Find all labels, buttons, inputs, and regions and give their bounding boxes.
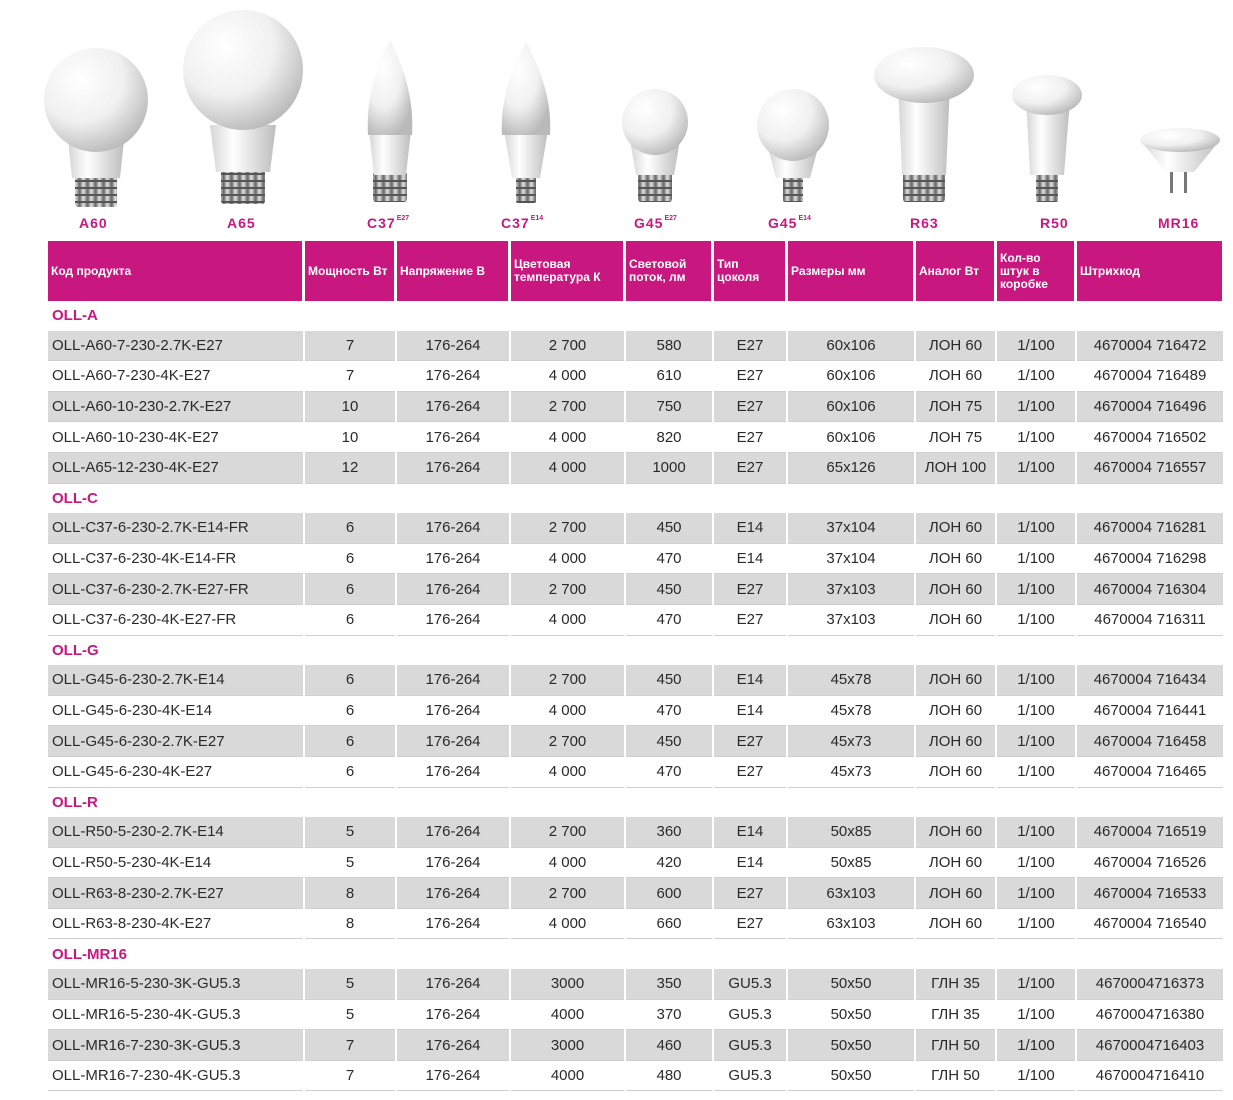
cell-dimensions: 37x103: [788, 605, 914, 636]
g45-e27-bulb-icon: [622, 89, 688, 202]
cell-base-type: E27: [714, 605, 786, 636]
table-row: [48, 969, 1223, 1000]
cell-barcode: 4670004 716304: [1077, 574, 1223, 605]
cell-product-code: OLL-R50-5-230-4K-E14: [48, 848, 303, 879]
cell-analog: ЛОН 60: [916, 665, 995, 696]
cell-power: 7: [305, 331, 395, 362]
header-barcode: Штрихкод: [1077, 241, 1223, 301]
cell-analog: ГЛН 35: [916, 969, 995, 1000]
cell-voltage: 176-264: [397, 969, 509, 1000]
cell-analog: ЛОН 75: [916, 392, 995, 423]
cell-product-code: OLL-MR16-7-230-4K-GU5.3: [48, 1061, 303, 1092]
header-power: Мощность Вт: [305, 241, 395, 301]
cell-power: 8: [305, 878, 395, 909]
cell-product-code: OLL-A60-10-230-2.7K-E27: [48, 392, 303, 423]
cell-analog: ЛОН 60: [916, 605, 995, 636]
g45-e14-bulb-icon: [757, 89, 829, 202]
table-row: [48, 848, 1223, 879]
cell-luminous-flux: 450: [626, 665, 712, 696]
cell-luminous-flux: 750: [626, 392, 712, 423]
cell-power: 12: [305, 453, 395, 484]
cell-barcode: 4670004 716472: [1077, 331, 1223, 362]
table-row: [48, 1061, 1223, 1092]
table-row: [48, 392, 1223, 423]
header-box-quantity: Кол-во штук в коробке: [997, 241, 1075, 301]
cell-voltage: 176-264: [397, 453, 509, 484]
cell-luminous-flux: 370: [626, 1000, 712, 1031]
cell-power: 5: [305, 1000, 395, 1031]
section-title: OLL-MR16: [52, 945, 127, 963]
cell-product-code: OLL-G45-6-230-2.7K-E27: [48, 726, 303, 757]
cell-dimensions: 60x106: [788, 331, 914, 362]
cell-luminous-flux: 600: [626, 878, 712, 909]
c37-e14-bulb-icon: [502, 42, 551, 203]
cell-box-quantity: 1/100: [997, 361, 1075, 392]
cell-box-quantity: 1/100: [997, 665, 1075, 696]
cell-color-temperature: 2 700: [511, 665, 624, 696]
cell-barcode: 4670004 716465: [1077, 757, 1223, 788]
header-luminous-flux: Световой поток, лм: [626, 241, 712, 301]
cell-box-quantity: 1/100: [997, 331, 1075, 362]
cell-base-type: E27: [714, 757, 786, 788]
cell-product-code: OLL-C37-6-230-2.7K-E27-FR: [48, 574, 303, 605]
cell-power: 8: [305, 909, 395, 940]
cell-analog: ЛОН 60: [916, 331, 995, 362]
cell-dimensions: 65x126: [788, 453, 914, 484]
cell-barcode: 4670004 716434: [1077, 665, 1223, 696]
cell-luminous-flux: 450: [626, 574, 712, 605]
bulb-label-g45-e27: $G45^{E27}$: [634, 215, 677, 231]
cell-product-code: OLL-A65-12-230-4K-E27: [48, 453, 303, 484]
cell-barcode: 4670004 716533: [1077, 878, 1223, 909]
cell-dimensions: 50x50: [788, 1030, 914, 1061]
table-row: [48, 817, 1223, 848]
cell-box-quantity: 1/100: [997, 848, 1075, 879]
bulb-label-c37-e27: $C37^{E27}$: [367, 215, 410, 231]
cell-dimensions: 37x104: [788, 513, 914, 544]
header-analog: Аналог Вт: [916, 241, 995, 301]
cell-box-quantity: 1/100: [997, 544, 1075, 575]
cell-barcode: 4670004 716519: [1077, 817, 1223, 848]
section-header-row: [48, 301, 1223, 331]
cell-voltage: 176-264: [397, 422, 509, 453]
cell-color-temperature: 4 000: [511, 422, 624, 453]
cell-analog: ЛОН 60: [916, 848, 995, 879]
cell-base-type: E27: [714, 909, 786, 940]
cell-power: 6: [305, 605, 395, 636]
header-product-code: Код продукта: [48, 241, 303, 301]
cell-dimensions: 45x78: [788, 665, 914, 696]
header-voltage: Напряжение В: [397, 241, 509, 301]
cell-luminous-flux: 470: [626, 696, 712, 727]
cell-box-quantity: 1/100: [997, 513, 1075, 544]
cell-barcode: 4670004 716298: [1077, 544, 1223, 575]
cell-base-type: E27: [714, 453, 786, 484]
cell-color-temperature: 2 700: [511, 574, 624, 605]
cell-analog: ЛОН 60: [916, 696, 995, 727]
cell-color-temperature: 2 700: [511, 331, 624, 362]
cell-color-temperature: 4000: [511, 1061, 624, 1092]
cell-base-type: E27: [714, 422, 786, 453]
table-row: [48, 544, 1223, 575]
cell-barcode: 4670004716403: [1077, 1030, 1223, 1061]
table-row: [48, 696, 1223, 727]
table-row: [48, 361, 1223, 392]
cell-product-code: OLL-A60-10-230-4K-E27: [48, 422, 303, 453]
cell-analog: ЛОН 60: [916, 909, 995, 940]
cell-voltage: 176-264: [397, 848, 509, 879]
table-row: [48, 878, 1223, 909]
cell-analog: ГЛН 50: [916, 1061, 995, 1092]
cell-power: 5: [305, 969, 395, 1000]
table-row: [48, 1030, 1223, 1061]
cell-luminous-flux: 580: [626, 331, 712, 362]
cell-power: 6: [305, 726, 395, 757]
cell-product-code: OLL-C37-6-230-2.7K-E14-FR: [48, 513, 303, 544]
header-color-temperature: Цветовая температура К: [511, 241, 624, 301]
cell-box-quantity: 1/100: [997, 392, 1075, 423]
cell-product-code: OLL-R63-8-230-2.7K-E27: [48, 878, 303, 909]
a60-bulb-icon: [44, 48, 148, 207]
cell-box-quantity: 1/100: [997, 453, 1075, 484]
cell-voltage: 176-264: [397, 909, 509, 940]
cell-luminous-flux: 610: [626, 361, 712, 392]
cell-luminous-flux: 470: [626, 544, 712, 575]
bulb-label-g45-e14: $G45^{E14}$: [768, 215, 811, 231]
cell-power: 5: [305, 817, 395, 848]
cell-luminous-flux: 460: [626, 1030, 712, 1061]
cell-box-quantity: 1/100: [997, 1061, 1075, 1092]
cell-luminous-flux: 450: [626, 726, 712, 757]
cell-dimensions: 63x103: [788, 909, 914, 940]
cell-color-temperature: 4 000: [511, 757, 624, 788]
cell-product-code: OLL-C37-6-230-4K-E27-FR: [48, 605, 303, 636]
cell-luminous-flux: 350: [626, 969, 712, 1000]
cell-barcode: 4670004 716281: [1077, 513, 1223, 544]
bulb-label-r50: R50: [1040, 215, 1069, 231]
cell-color-temperature: 4 000: [511, 848, 624, 879]
cell-voltage: 176-264: [397, 878, 509, 909]
cell-base-type: E27: [714, 574, 786, 605]
cell-analog: ЛОН 60: [916, 817, 995, 848]
cell-dimensions: 45x78: [788, 696, 914, 727]
cell-color-temperature: 4000: [511, 1000, 624, 1031]
cell-analog: ЛОН 60: [916, 513, 995, 544]
r63-bulb-icon: [874, 47, 974, 202]
bulb-label-a65: A65: [227, 215, 256, 231]
cell-power: 7: [305, 1030, 395, 1061]
cell-box-quantity: 1/100: [997, 696, 1075, 727]
cell-dimensions: 50x50: [788, 1061, 914, 1092]
cell-luminous-flux: 360: [626, 817, 712, 848]
cell-base-type: E27: [714, 361, 786, 392]
section-title: OLL-A: [52, 307, 98, 325]
bulb-label-a60: A60: [79, 215, 108, 231]
cell-barcode: 4670004716380: [1077, 1000, 1223, 1031]
header-dimensions: Размеры мм: [788, 241, 914, 301]
cell-barcode: 4670004 716311: [1077, 605, 1223, 636]
cell-voltage: 176-264: [397, 392, 509, 423]
cell-dimensions: 50x50: [788, 1000, 914, 1031]
cell-luminous-flux: 420: [626, 848, 712, 879]
cell-color-temperature: 4 000: [511, 361, 624, 392]
cell-dimensions: 63x103: [788, 878, 914, 909]
cell-base-type: E27: [714, 392, 786, 423]
cell-voltage: 176-264: [397, 1030, 509, 1061]
cell-voltage: 176-264: [397, 696, 509, 727]
cell-color-temperature: 3000: [511, 1030, 624, 1061]
cell-luminous-flux: 1000: [626, 453, 712, 484]
cell-analog: ГЛН 50: [916, 1030, 995, 1061]
cell-box-quantity: 1/100: [997, 422, 1075, 453]
cell-voltage: 176-264: [397, 665, 509, 696]
cell-color-temperature: 4 000: [511, 696, 624, 727]
cell-box-quantity: 1/100: [997, 909, 1075, 940]
cell-analog: ЛОН 60: [916, 878, 995, 909]
section-title: OLL-C: [52, 489, 98, 507]
cell-dimensions: 50x50: [788, 969, 914, 1000]
cell-voltage: 176-264: [397, 544, 509, 575]
cell-dimensions: 50x85: [788, 848, 914, 879]
a65-bulb-icon: [183, 10, 303, 204]
cell-base-type: GU5.3: [714, 1000, 786, 1031]
cell-voltage: 176-264: [397, 1061, 509, 1092]
cell-barcode: 4670004 716557: [1077, 453, 1223, 484]
cell-voltage: 176-264: [397, 726, 509, 757]
cell-power: 7: [305, 1061, 395, 1092]
cell-voltage: 176-264: [397, 331, 509, 362]
cell-box-quantity: 1/100: [997, 726, 1075, 757]
cell-analog: ГЛН 35: [916, 1000, 995, 1031]
cell-base-type: GU5.3: [714, 1030, 786, 1061]
cell-box-quantity: 1/100: [997, 1000, 1075, 1031]
product-spec-table: [46, 241, 1225, 1091]
table-row: [48, 757, 1223, 788]
cell-power: 10: [305, 422, 395, 453]
cell-base-type: E14: [714, 665, 786, 696]
section-title: OLL-G: [52, 641, 99, 659]
cell-luminous-flux: 480: [626, 1061, 712, 1092]
cell-color-temperature: 4 000: [511, 544, 624, 575]
cell-power: 10: [305, 392, 395, 423]
cell-luminous-flux: 820: [626, 422, 712, 453]
cell-analog: ЛОН 100: [916, 453, 995, 484]
table-header-row: [48, 241, 1223, 301]
cell-barcode: 4670004716373: [1077, 969, 1223, 1000]
cell-barcode: 4670004 716489: [1077, 361, 1223, 392]
r50-bulb-icon: [1012, 75, 1082, 202]
cell-box-quantity: 1/100: [997, 757, 1075, 788]
cell-product-code: OLL-MR16-7-230-3K-GU5.3: [48, 1030, 303, 1061]
cell-power: 6: [305, 544, 395, 575]
cell-box-quantity: 1/100: [997, 817, 1075, 848]
cell-product-code: OLL-MR16-5-230-3K-GU5.3: [48, 969, 303, 1000]
cell-power: 6: [305, 513, 395, 544]
cell-barcode: 4670004 716526: [1077, 848, 1223, 879]
cell-luminous-flux: 450: [626, 513, 712, 544]
cell-barcode: 4670004 716540: [1077, 909, 1223, 940]
table-row: [48, 453, 1223, 484]
cell-product-code: OLL-R50-5-230-2.7K-E14: [48, 817, 303, 848]
cell-base-type: E27: [714, 878, 786, 909]
section-header-row: [48, 636, 1223, 666]
cell-base-type: E27: [714, 331, 786, 362]
cell-voltage: 176-264: [397, 757, 509, 788]
cell-power: 6: [305, 696, 395, 727]
bulb-label-r63: R63: [910, 215, 939, 231]
table-row: [48, 605, 1223, 636]
cell-barcode: 4670004 716496: [1077, 392, 1223, 423]
cell-dimensions: 45x73: [788, 726, 914, 757]
cell-power: 7: [305, 361, 395, 392]
section-title: OLL-R: [52, 793, 98, 811]
cell-color-temperature: 2 700: [511, 513, 624, 544]
section-header-row: [48, 484, 1223, 514]
cell-barcode: 4670004 716441: [1077, 696, 1223, 727]
cell-color-temperature: 4 000: [511, 909, 624, 940]
cell-dimensions: 60x106: [788, 361, 914, 392]
cell-luminous-flux: 660: [626, 909, 712, 940]
bulb-label-mr16: MR16: [1158, 215, 1200, 231]
cell-analog: ЛОН 60: [916, 544, 995, 575]
cell-analog: ЛОН 60: [916, 574, 995, 605]
cell-product-code: OLL-MR16-5-230-4K-GU5.3: [48, 1000, 303, 1031]
cell-analog: ЛОН 60: [916, 757, 995, 788]
cell-barcode: 4670004 716458: [1077, 726, 1223, 757]
cell-base-type: E14: [714, 513, 786, 544]
cell-product-code: OLL-R63-8-230-4K-E27: [48, 909, 303, 940]
bulb-illustrations: [0, 0, 1233, 215]
cell-base-type: E14: [714, 696, 786, 727]
cell-base-type: GU5.3: [714, 969, 786, 1000]
cell-power: 6: [305, 574, 395, 605]
cell-voltage: 176-264: [397, 1000, 509, 1031]
cell-color-temperature: 2 700: [511, 878, 624, 909]
cell-barcode: 4670004 716502: [1077, 422, 1223, 453]
table-row: [48, 909, 1223, 940]
cell-base-type: GU5.3: [714, 1061, 786, 1092]
cell-base-type: E14: [714, 848, 786, 879]
cell-dimensions: 60x106: [788, 392, 914, 423]
cell-dimensions: 60x106: [788, 422, 914, 453]
cell-product-code: OLL-G45-6-230-4K-E14: [48, 696, 303, 727]
cell-analog: ЛОН 75: [916, 422, 995, 453]
cell-voltage: 176-264: [397, 574, 509, 605]
bulb-label-c37-e14: $C37^{E14}$: [501, 215, 544, 231]
cell-power: 6: [305, 757, 395, 788]
cell-power: 5: [305, 848, 395, 879]
cell-product-code: OLL-C37-6-230-4K-E14-FR: [48, 544, 303, 575]
cell-voltage: 176-264: [397, 817, 509, 848]
cell-base-type: E14: [714, 544, 786, 575]
cell-luminous-flux: 470: [626, 757, 712, 788]
cell-dimensions: 37x104: [788, 544, 914, 575]
cell-box-quantity: 1/100: [997, 574, 1075, 605]
table-body: [48, 301, 1223, 1091]
cell-voltage: 176-264: [397, 605, 509, 636]
cell-product-code: OLL-G45-6-230-2.7K-E14: [48, 665, 303, 696]
cell-analog: ЛОН 60: [916, 361, 995, 392]
table-row: [48, 513, 1223, 544]
table-row: [48, 574, 1223, 605]
cell-box-quantity: 1/100: [997, 1030, 1075, 1061]
cell-color-temperature: 4 000: [511, 605, 624, 636]
cell-luminous-flux: 470: [626, 605, 712, 636]
table-row: [48, 1000, 1223, 1031]
cell-box-quantity: 1/100: [997, 878, 1075, 909]
cell-color-temperature: 2 700: [511, 726, 624, 757]
table-row: [48, 726, 1223, 757]
cell-box-quantity: 1/100: [997, 969, 1075, 1000]
cell-power: 6: [305, 665, 395, 696]
cell-color-temperature: 4 000: [511, 453, 624, 484]
cell-color-temperature: 2 700: [511, 392, 624, 423]
cell-product-code: OLL-A60-7-230-4K-E27: [48, 361, 303, 392]
cell-voltage: 176-264: [397, 513, 509, 544]
header-base-type: Тип цоколя: [714, 241, 786, 301]
table-row: [48, 331, 1223, 362]
cell-voltage: 176-264: [397, 361, 509, 392]
cell-product-code: OLL-A60-7-230-2.7K-E27: [48, 331, 303, 362]
cell-box-quantity: 1/100: [997, 605, 1075, 636]
mr16-bulb-icon: [1140, 128, 1220, 193]
cell-color-temperature: 2 700: [511, 817, 624, 848]
cell-analog: ЛОН 60: [916, 726, 995, 757]
cell-base-type: E27: [714, 726, 786, 757]
cell-dimensions: 50x85: [788, 817, 914, 848]
cell-color-temperature: 3000: [511, 969, 624, 1000]
cell-dimensions: 45x73: [788, 757, 914, 788]
section-header-row: [48, 788, 1223, 818]
section-header-row: [48, 939, 1223, 969]
cell-product-code: OLL-G45-6-230-4K-E27: [48, 757, 303, 788]
cell-base-type: E14: [714, 817, 786, 848]
table-row: [48, 422, 1223, 453]
table-row: [48, 665, 1223, 696]
cell-dimensions: 37x103: [788, 574, 914, 605]
c37-e27-bulb-icon: [368, 40, 413, 202]
bulb-images-strip: [0, 0, 1233, 238]
cell-barcode: 4670004716410: [1077, 1061, 1223, 1092]
